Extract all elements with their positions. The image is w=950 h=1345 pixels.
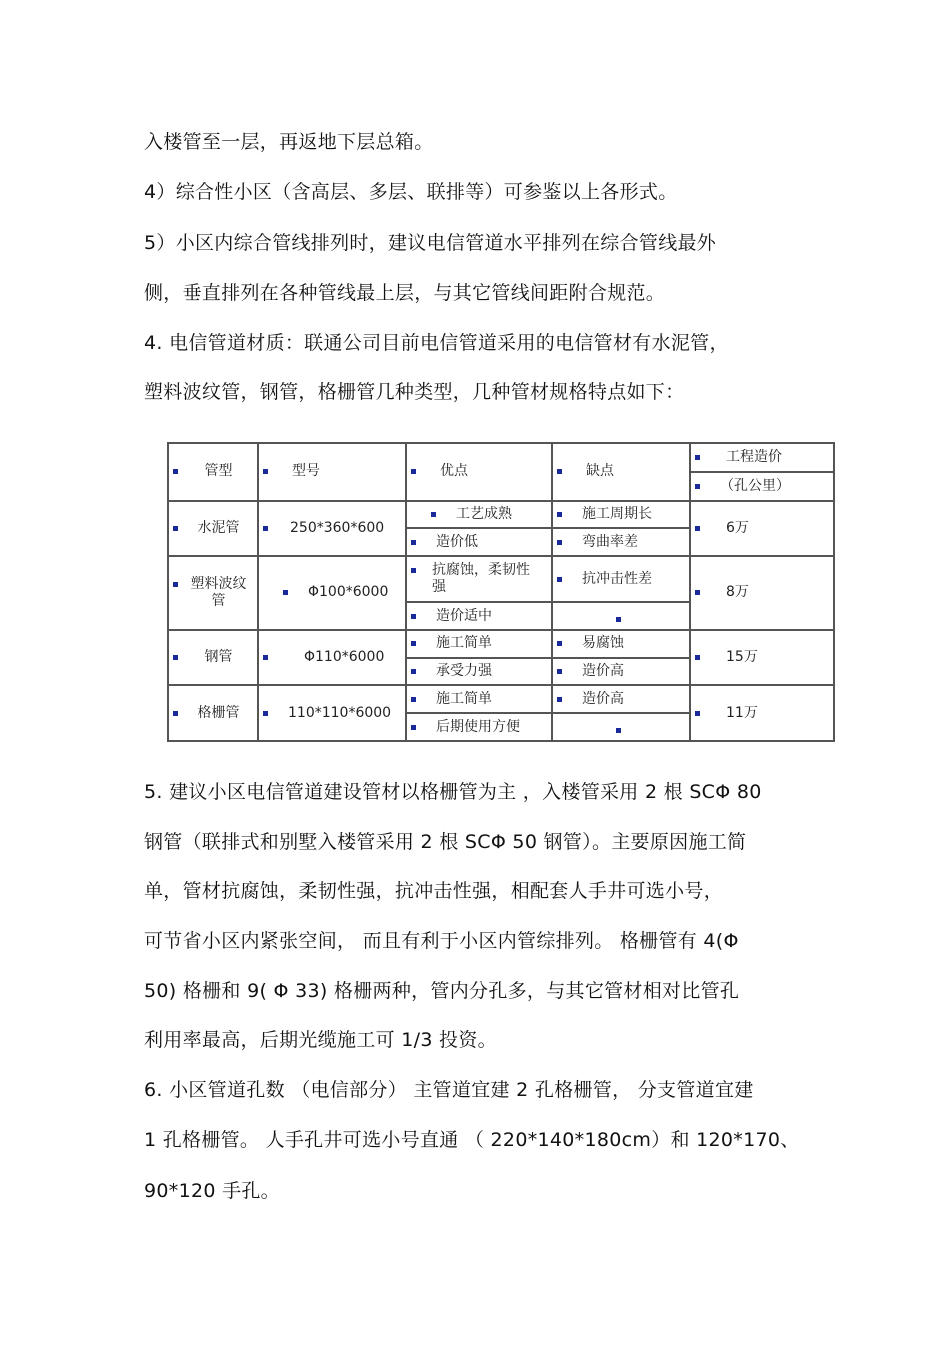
paragraph-line: 5）小区内综合管线排列时，建议电信管道水平排列在综合管线最外 (144, 232, 717, 254)
bullet-icon (173, 469, 178, 474)
table-row-cost: 6万 (690, 501, 834, 556)
table-row-cost: 11万 (690, 685, 834, 741)
header-cons: 缺点 (552, 443, 690, 501)
bullet-icon (616, 617, 621, 622)
bullet-icon (411, 641, 416, 646)
table-row-con: 弯曲率差 (552, 528, 690, 556)
paragraph-line: 钢管（联排式和别墅入楼管采用 2 根 SCΦ 50 钢管）。主要原因施工简 (144, 831, 747, 853)
paragraph-line: 4. 电信管道材质：联通公司目前电信管道采用的电信管材有水泥管， (144, 332, 729, 354)
bullet-icon (263, 711, 268, 716)
bullet-icon (263, 526, 268, 531)
paragraph-line: 单，管材抗腐蚀，柔韧性强，抗冲击性强，相配套人手井可选小号， (144, 880, 724, 902)
table-row-pro: 后期使用方便 (406, 713, 552, 741)
bullet-icon (411, 568, 416, 573)
table-row-con: 抗冲击性差 (552, 556, 690, 602)
table-row-model: Φ100*6000 (258, 556, 406, 630)
table-row-con (552, 602, 690, 630)
table-row-model: 250*360*600 (258, 501, 406, 556)
table-row-type: 塑料波纹管 (168, 556, 258, 630)
table-row-pro: 施工简单 (406, 630, 552, 658)
bullet-icon (557, 577, 562, 582)
paragraph-line: 6. 小区管道孔数 （电信部分） 主管道宜建 2 孔格栅管， 分支管道宜建 (144, 1079, 754, 1101)
header-type: 管型 (168, 443, 258, 501)
header-model: 型号 (258, 443, 406, 501)
table-row-pro: 抗腐蚀，柔韧性强 (406, 556, 552, 602)
bullet-icon (695, 484, 700, 489)
bullet-icon (431, 512, 436, 517)
bullet-icon (557, 697, 562, 702)
table-row-pro: 造价低 (406, 528, 552, 556)
bullet-icon (557, 469, 562, 474)
table-row-pro: 承受力强 (406, 658, 552, 686)
paragraph-line: 90*120 手孔。 (144, 1180, 280, 1202)
paragraph-line: 4）综合性小区（含高层、多层、联排等）可参鉴以上各形式。 (144, 181, 678, 203)
table-row-con: 造价高 (552, 658, 690, 686)
bullet-icon (263, 655, 268, 660)
bullet-icon (695, 590, 700, 595)
table-row-cost: 15万 (690, 630, 834, 685)
bullet-icon (283, 590, 288, 595)
paragraph-line: 可节省小区内紧张空间， 而且有利于小区内管综排列。 格栅管有 4(Φ (144, 930, 739, 952)
bullet-icon (695, 655, 700, 660)
pipe-material-table (167, 442, 833, 742)
bullet-icon (411, 669, 416, 674)
paragraph-line: 5. 建议小区电信管道建设管材以格栅管为主 ，入楼管采用 2 根 SCΦ 80 (144, 781, 762, 803)
bullet-icon (616, 728, 621, 733)
paragraph-line: 侧，垂直排列在各种管线最上层，与其它管线间距附合规范。 (144, 282, 666, 304)
bullet-icon (695, 455, 700, 460)
paragraph-line: 1 孔格栅管。 人手孔井可选小号直通 （ 220*140*180cm）和 120*170、 (144, 1129, 800, 1151)
table-row-con: 易腐蚀 (552, 630, 690, 658)
bullet-icon (173, 655, 178, 660)
bullet-icon (411, 725, 416, 730)
table-row-con: 施工周期长 (552, 501, 690, 529)
bullet-icon (263, 469, 268, 474)
table-row-model: Φ110*6000 (258, 630, 406, 685)
header-cost-unit: （孔公里） (690, 472, 834, 501)
bullet-icon (695, 711, 700, 716)
table-row-con: 造价高 (552, 685, 690, 713)
bullet-icon (557, 641, 562, 646)
bullet-icon (173, 711, 178, 716)
bullet-icon (173, 526, 178, 531)
bullet-icon (557, 540, 562, 545)
bullet-icon (411, 697, 416, 702)
table-row-type: 格栅管 (168, 685, 258, 741)
bullet-icon (173, 582, 178, 587)
table-row-type: 水泥管 (168, 501, 258, 556)
table-row-model: 110*110*6000 (258, 685, 406, 741)
paragraph-line: 利用率最高，后期光缆施工可 1/3 投资。 (144, 1029, 497, 1051)
paragraph-line: 塑料波纹管，钢管，格栅管几种类型，几种管材规格特点如下： (144, 381, 685, 403)
table-row-pro: 造价适中 (406, 602, 552, 630)
header-pros: 优点 (406, 443, 552, 501)
table-row-cost: 8万 (690, 556, 834, 630)
table-row-pro: 施工简单 (406, 685, 552, 713)
paragraph-line: 50) 格栅和 9( Φ 33) 格栅两种，管内分孔多，与其它管材相对比管孔 (144, 980, 740, 1002)
table-row-con (552, 713, 690, 741)
table-row-pro: 工艺成熟 (406, 501, 552, 529)
bullet-icon (695, 526, 700, 531)
bullet-icon (557, 512, 562, 517)
header-cost: 工程造价 (690, 443, 834, 472)
bullet-icon (411, 540, 416, 545)
bullet-icon (411, 614, 416, 619)
bullet-icon (557, 669, 562, 674)
bullet-icon (411, 469, 416, 474)
paragraph-line: 入楼管至一层，再返地下层总箱。 (144, 131, 434, 153)
table-row-type: 钢管 (168, 630, 258, 685)
